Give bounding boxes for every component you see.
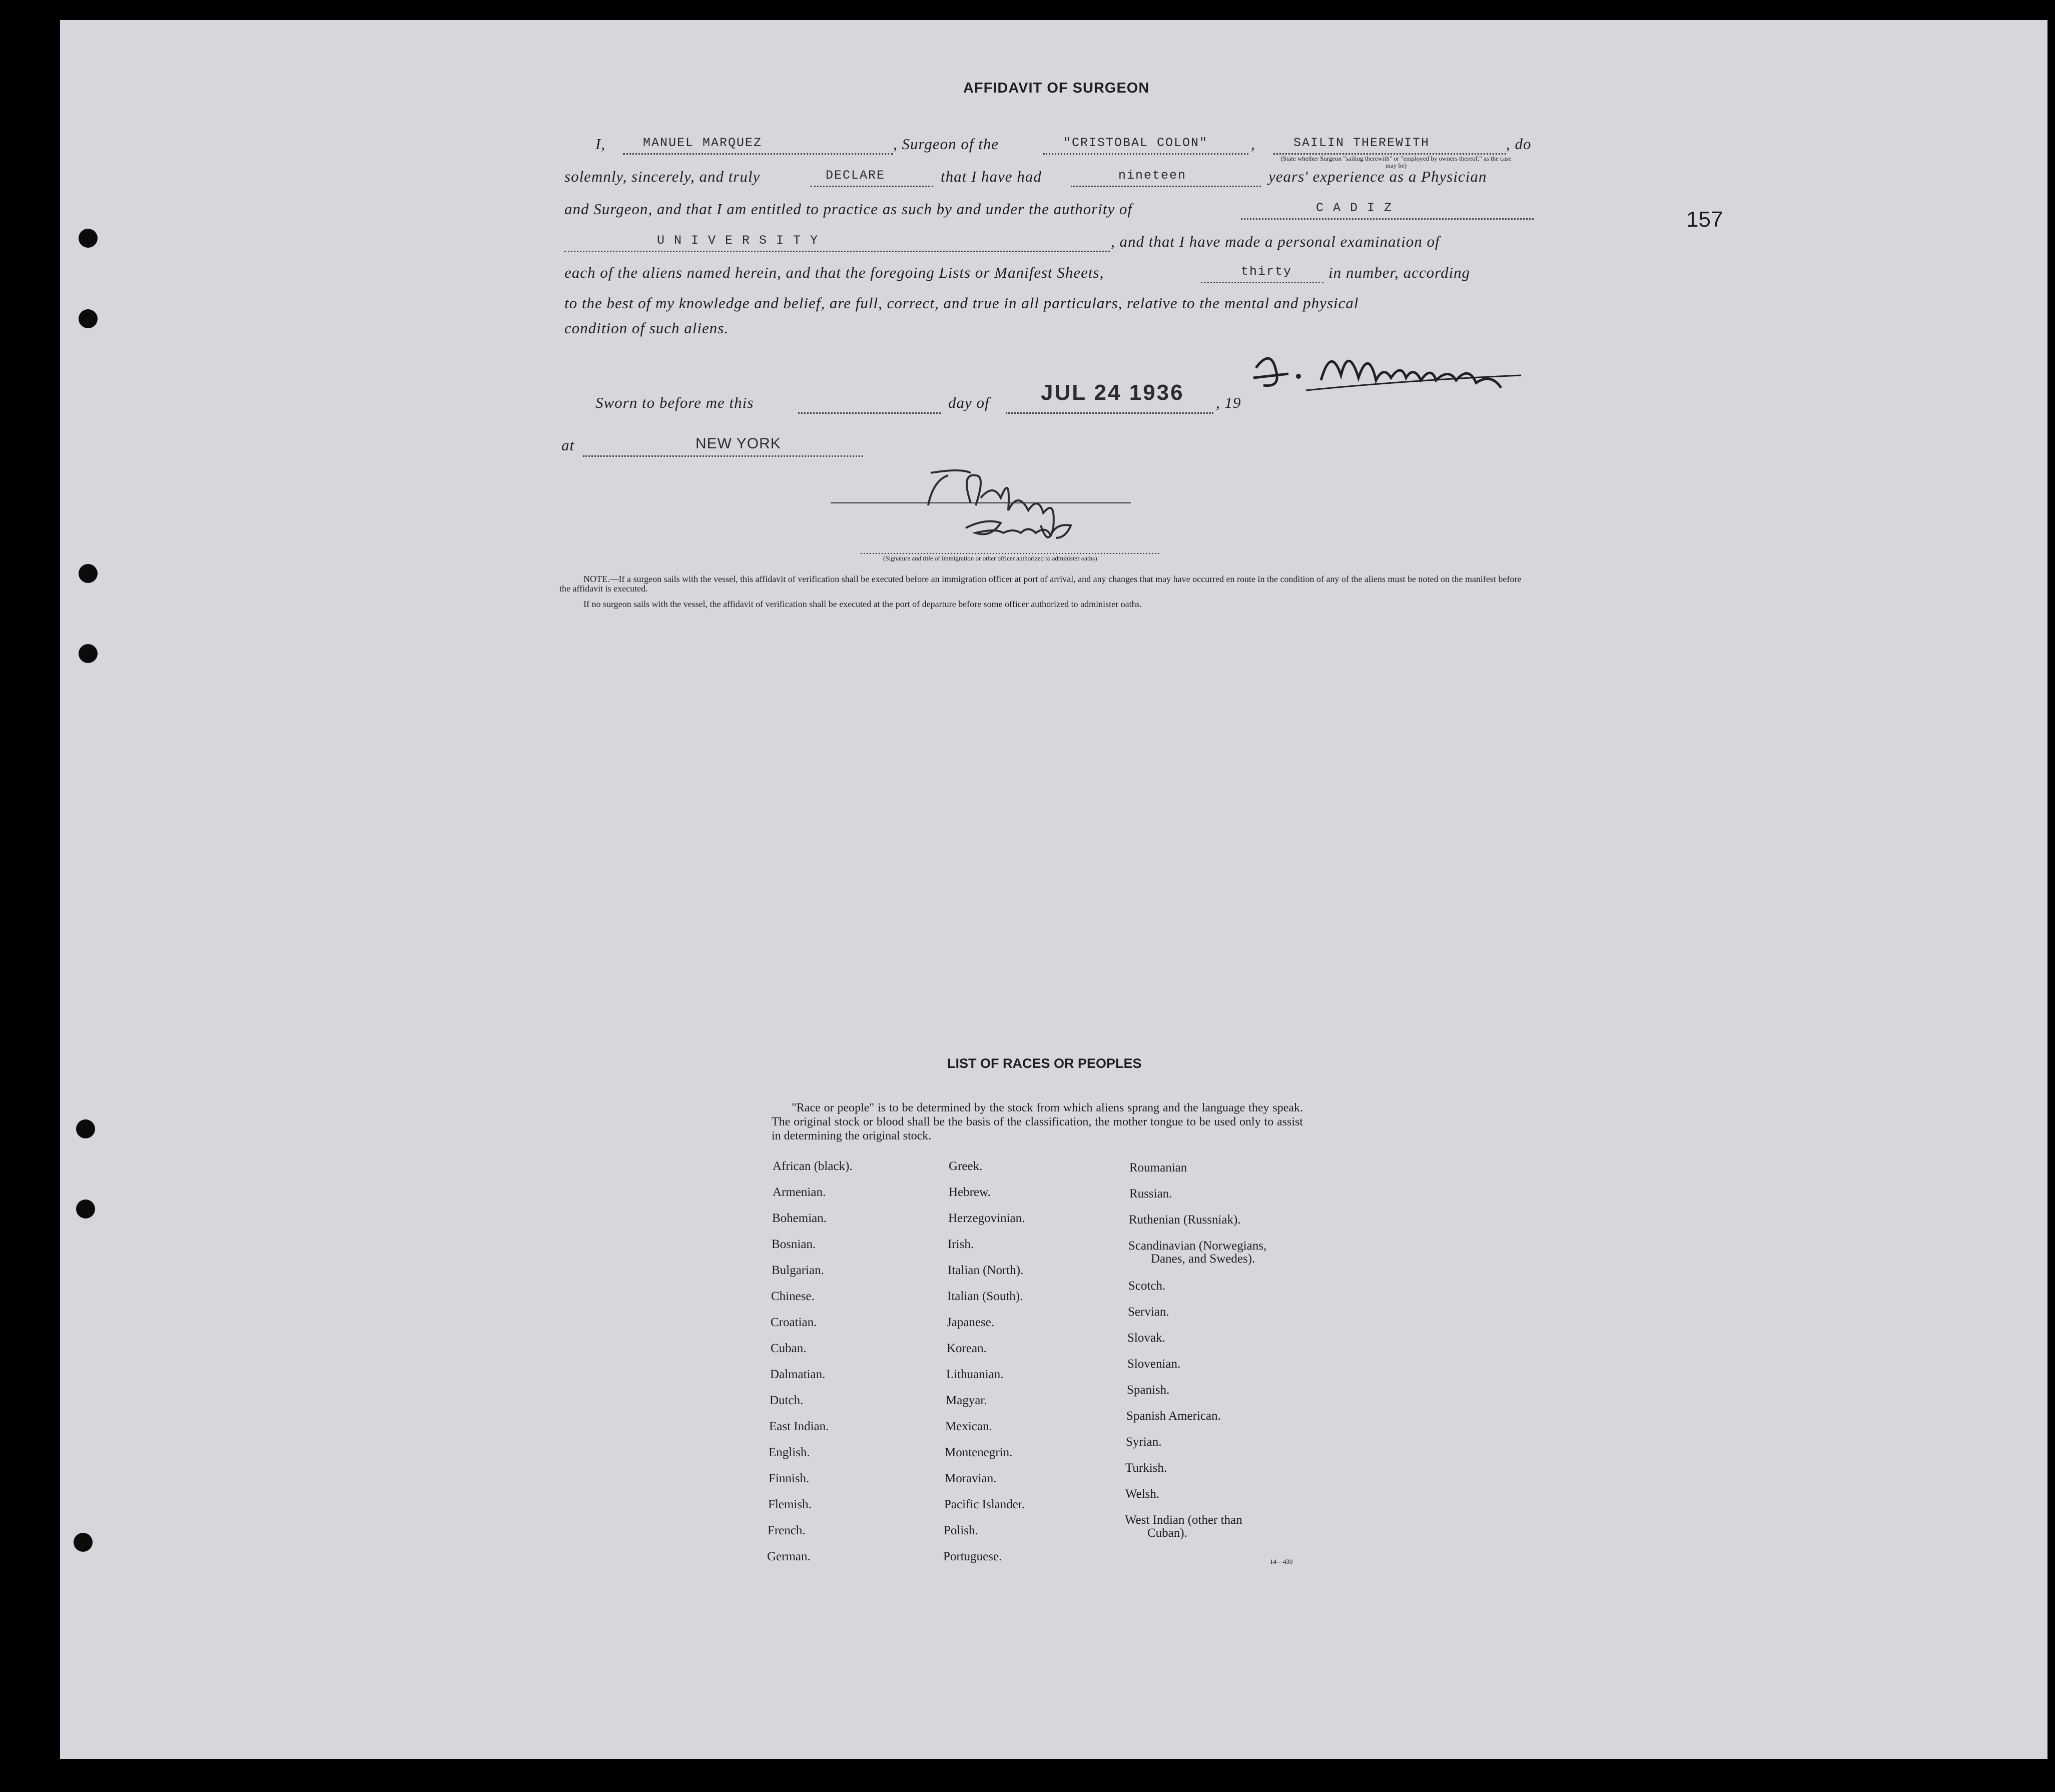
race-item: Greek. [949, 1159, 983, 1173]
race-item: English. [769, 1446, 810, 1459]
affidavit-text: I, [595, 135, 606, 153]
declare-field [811, 164, 933, 187]
sworn-day-field [798, 390, 941, 414]
race-item: Lithuanian. [946, 1368, 1004, 1381]
binder-hole [79, 644, 98, 663]
place-value: NEW YORK [696, 435, 781, 452]
race-item: Scotch. [1128, 1279, 1166, 1293]
binder-hole [79, 229, 98, 248]
race-item: Syrian. [1126, 1435, 1162, 1449]
race-item: German. [767, 1550, 811, 1563]
vessel-value: "CRISTOBAL COLON" [1063, 136, 1208, 150]
affidavit-text: , do [1506, 135, 1532, 153]
race-item: Dutch. [770, 1394, 804, 1407]
affidavit-text: , Surgeon of the [893, 135, 999, 153]
race-item: Russian. [1129, 1187, 1172, 1201]
authority-value: C A D I Z [1316, 201, 1393, 215]
race-item: Danes, and Swedes). [1151, 1252, 1255, 1266]
sailing-status-field [1273, 131, 1506, 155]
race-item: Cuban. [771, 1342, 807, 1355]
race-item: Cuban). [1147, 1526, 1187, 1540]
race-item: Mexican. [945, 1420, 992, 1433]
race-item: Croatian. [771, 1316, 817, 1329]
affidavit-text: to the best of my knowledge and belief, are full, correct, and true in all particulars, relative to the mental and physical [564, 294, 1359, 312]
race-item: Pacific Islander. [944, 1498, 1025, 1511]
affidavit-title: AFFIDAVIT OF SURGEON [963, 80, 1150, 96]
surgeon-name-value: MANUEL MARQUEZ [643, 136, 763, 150]
race-item: Scandinavian (Norwegians, [1128, 1239, 1267, 1253]
race-item: Turkish. [1125, 1461, 1167, 1475]
races-title: LIST OF RACES OR PEOPLES [947, 1056, 1142, 1071]
day-of-text: day of [948, 394, 990, 411]
binder-hole [76, 1200, 95, 1219]
race-item: Irish. [948, 1238, 974, 1251]
race-item: Spanish. [1127, 1383, 1170, 1397]
affidavit-text: each of the aliens named herein, and that the foregoing Lists or Manifest Sheets, [564, 264, 1104, 281]
surgeon-signature [1246, 340, 1546, 395]
race-item: Finnish. [769, 1472, 810, 1485]
at-text: at [561, 436, 575, 454]
affidavit-text: solemnly, sincerely, and truly [564, 168, 761, 185]
note-paragraph: NOTE.—If a surgeon sails with the vessel, this affidavit of verification shall be executed before an immigration officer at port of arrival, and any changes that may have occurred en route in the condition of any of the aliens must be noted on the manifest before the affidavit is executed. [559, 574, 1522, 593]
race-item: East Indian. [769, 1420, 829, 1433]
race-item: Hebrew. [949, 1185, 991, 1199]
race-item: Magyar. [946, 1394, 987, 1407]
race-item: African (black). [773, 1159, 853, 1173]
authority-field-continued [564, 229, 1110, 252]
date-stamp: JUL 24 1936 [1041, 380, 1184, 405]
race-item: Bosnian. [772, 1238, 816, 1251]
authority-value-continued: U N I V E R S I T Y [657, 233, 819, 248]
binder-hole [74, 1533, 93, 1552]
authority-field [1241, 196, 1534, 220]
status-note: (State whether Surgeon "sailing therewith" or "employed by owners thereof," as the case may be) [1280, 155, 1512, 169]
race-item: Chinese. [771, 1290, 815, 1303]
affidavit-text: , [1251, 135, 1255, 153]
race-item: Roumanian [1129, 1161, 1187, 1174]
sworn-text: Sworn to before me this [595, 394, 754, 411]
races-intro: "Race or people" is to be determined by the stock from which aliens sprang and the language they speak. The original stock or blood shall be the basis of the classification, the mother tongue to be used only to assist in determining the original stock. [772, 1101, 1303, 1142]
race-item: Welsh. [1125, 1487, 1160, 1501]
race-item: Ruthenian (Russniak). [1129, 1213, 1241, 1227]
race-item: Herzegovinian. [948, 1212, 1025, 1225]
race-item: Dalmatian. [770, 1368, 826, 1381]
race-item: Slovak. [1127, 1331, 1165, 1345]
race-item: Bulgarian. [772, 1264, 824, 1277]
race-item: Montenegrin. [945, 1446, 1013, 1459]
binder-hole [79, 564, 98, 583]
race-item: Bohemian. [772, 1212, 827, 1225]
race-item: Polish. [944, 1524, 978, 1537]
surgeon-name-field [623, 131, 893, 155]
sheets-field [1201, 260, 1323, 283]
affidavit-text: , and that I have made a personal examination of [1111, 233, 1440, 250]
officer-signature [831, 460, 1141, 560]
race-item: West Indian (other than [1125, 1513, 1242, 1527]
binder-hole [79, 309, 98, 328]
signature-caption: (Signature and title of immigration or other officer authorized to administer oaths) [883, 554, 1097, 562]
race-item: Italian (South). [947, 1290, 1023, 1303]
declare-value: DECLARE [826, 168, 886, 183]
note-paragraph: If no surgeon sails with the vessel, the affidavit of verification shall be executed at the port of departure before some officer authorized to administer oaths. [583, 599, 1142, 609]
binder-hole [76, 1119, 95, 1138]
years-value: nineteen [1118, 168, 1187, 183]
affidavit-text: in number, according [1328, 264, 1471, 281]
vessel-field [1043, 131, 1248, 155]
affidavit-text: years' experience as a Physician [1268, 168, 1487, 185]
year-prefix-text: , 19 [1216, 394, 1241, 411]
race-item: Slovenian. [1127, 1357, 1181, 1371]
form-number: 14—430 [1270, 1558, 1293, 1565]
race-item: Spanish American. [1126, 1409, 1221, 1423]
years-field [1071, 164, 1261, 187]
sailing-status-value: SAILIN THEREWITH [1293, 136, 1430, 150]
race-item: Armenian. [773, 1185, 826, 1199]
race-item: Moravian. [945, 1472, 997, 1485]
place-field [583, 433, 863, 457]
race-item: Japanese. [947, 1316, 995, 1329]
page-number: 157 [1686, 207, 1723, 232]
race-item: Korean. [947, 1342, 987, 1355]
affidavit-text: and Surgeon, and that I am entitled to practice as such by and under the authority of [564, 200, 1133, 218]
race-item: Italian (North). [948, 1264, 1024, 1277]
race-item: French. [768, 1524, 806, 1537]
affidavit-text: that I have had [941, 168, 1042, 185]
sheets-value: thirty [1241, 264, 1292, 279]
affidavit-text: condition of such aliens. [564, 319, 729, 337]
race-item: Flemish. [768, 1498, 812, 1511]
race-item: Servian. [1128, 1305, 1169, 1319]
race-item: Portuguese. [943, 1550, 1002, 1563]
